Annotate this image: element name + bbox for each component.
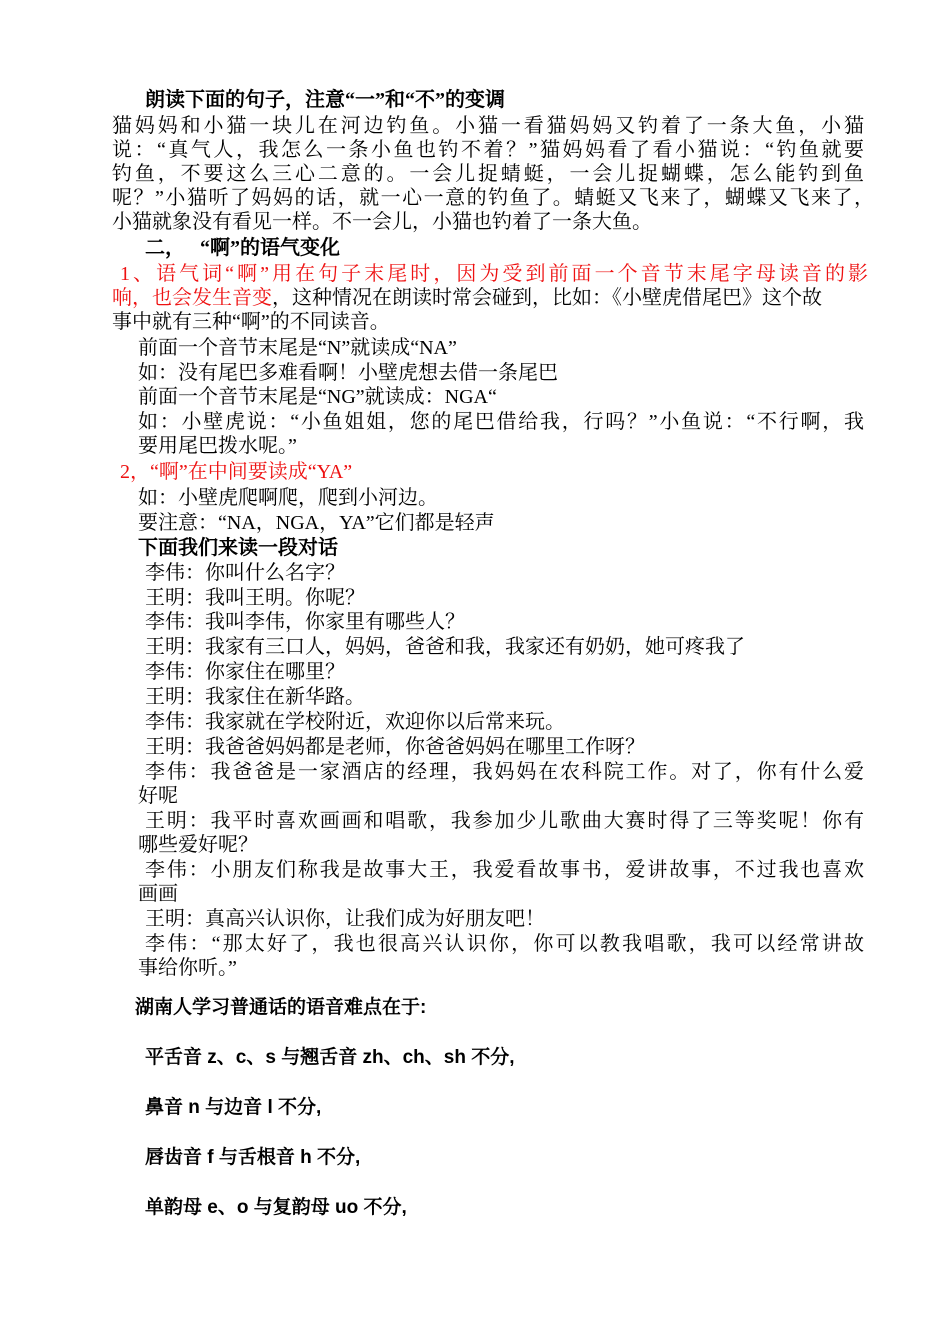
rule-1-red-phrase: 响，也会发生音变: [112, 287, 272, 309]
rule-1-line-1: 1、语气词“啊”用在句子末尾时，因为受到前面一个音节末尾字母读音的影: [120, 263, 868, 285]
dialogue-line: 画画: [138, 883, 178, 905]
heading-a-particle: 二， “啊”的语气变化: [145, 237, 340, 259]
rule-2: 2，“啊”在中间要读成“YA”: [120, 461, 353, 483]
dialogue-line: 王明：我家有三口人，妈妈，爸爸和我，我家还有奶奶，她可疼我了: [145, 636, 745, 658]
difficulties-title: 湖南人学习普通话的语音难点在于:: [135, 997, 427, 1018]
dialogue-line: 事给你听。”: [138, 957, 237, 979]
light-tone-note: 要注意：“NA，NGA，YA”它们都是轻声: [138, 512, 495, 534]
story-line-1: 猫妈妈和小猫一块儿在河边钓鱼。小猫一看猫妈妈又钓着了一条大鱼，小猫: [112, 115, 864, 137]
dialogue-line: 王明：我叫王明。你呢？: [145, 587, 365, 609]
difficulty-item: 平舌音 z、c、s 与翘舌音 zh、ch、sh 不分,: [145, 1047, 515, 1068]
ng-example-line-2: 要用尾巴拨水呢。”: [138, 435, 297, 457]
story-line-5: 小猫就象没有看见一样。不一会儿，小猫也钓着了一条大鱼。: [112, 211, 652, 233]
story-line-2: 说：“真气人，我怎么一条小鱼也钓不着？”猫妈妈看了看小猫说：“钓鱼就要: [112, 139, 864, 161]
dialogue-line: 王明：我平时喜欢画画和唱歌，我参加少儿歌曲大赛时得了三等奖呢！你有: [145, 810, 864, 832]
difficulty-item: 单韵母 e、o 与复韵母 uo 不分,: [145, 1197, 407, 1218]
n-rule: 前面一个音节末尾是“N”就读成“NA”: [138, 337, 457, 359]
dialogue-heading: 下面我们来读一段对话: [138, 537, 338, 559]
dialogue-line: 哪些爱好呢？: [138, 834, 258, 856]
rule-1-black-phrase: ，这种情况在朗读时常会碰到，比如：《小壁虎借尾巴》这个故: [272, 287, 822, 309]
story-line-4: 呢？”小猫听了妈妈的话，就一心一意的钓鱼了。蜻蜓又飞来了，蝴蝶又飞来了，: [112, 187, 874, 209]
dialogue-line: 李伟：我家就在学校附近，欢迎你以后常来玩。: [145, 711, 565, 733]
rule-1-line-2: [112, 286, 864, 310]
dialogue-line: 李伟：“那太好了，我也很高兴认识你，你可以教我唱歌，我可以经常讲故: [145, 933, 864, 955]
difficulty-item: 鼻音 n 与边音 l 不分,: [145, 1097, 322, 1118]
dialogue-line: 王明：我爸爸妈妈都是老师，你爸爸妈妈在哪里工作呀？: [145, 736, 645, 758]
ng-rule: 前面一个音节末尾是“NG”就读成：NGA“: [138, 386, 497, 408]
dialogue-line: 李伟：我爸爸是一家酒店的经理，我妈妈在农科院工作。对了，你有什么爱: [145, 761, 864, 783]
dialogue-line: 王明：真高兴认识你，让我们成为好朋友吧！: [145, 908, 545, 930]
dialogue-line: 李伟：我叫李伟，你家里有哪些人？: [145, 611, 465, 633]
dialogue-line: 李伟：小朋友们称我是故事大王，我爱看故事书，爱讲故事，不过我也喜欢: [145, 859, 864, 881]
heading-tone-change: 朗读下面的句子，注意“一”和“不”的变调: [145, 89, 505, 111]
dialogue-line: 李伟：你叫什么名字？: [145, 562, 345, 584]
n-example: 如：没有尾巴多难看啊！小壁虎想去借一条尾巴: [138, 362, 558, 384]
story-line-3: 钓鱼，不要这么三心二意的。一会儿捉蜻蜓，一会儿捉蝴蝶，怎么能钓到鱼: [112, 163, 864, 185]
ng-example-line-1: 如：小壁虎说：“小鱼姐姐，您的尾巴借给我，行吗？”小鱼说：“不行啊，我: [138, 411, 864, 433]
dialogue-line: 王明：我家住在新华路。: [145, 686, 365, 708]
difficulty-item: 唇齿音 f 与舌根音 h 不分,: [145, 1147, 361, 1168]
dialogue-line: 李伟：你家住在哪里？: [145, 661, 345, 683]
rule-1-line-3: 事中就有三种“啊”的不同读音。: [112, 311, 390, 333]
rule-2-example: 如：小壁虎爬啊爬，爬到小河边。: [138, 487, 438, 509]
dialogue-line: 好呢: [138, 785, 178, 807]
